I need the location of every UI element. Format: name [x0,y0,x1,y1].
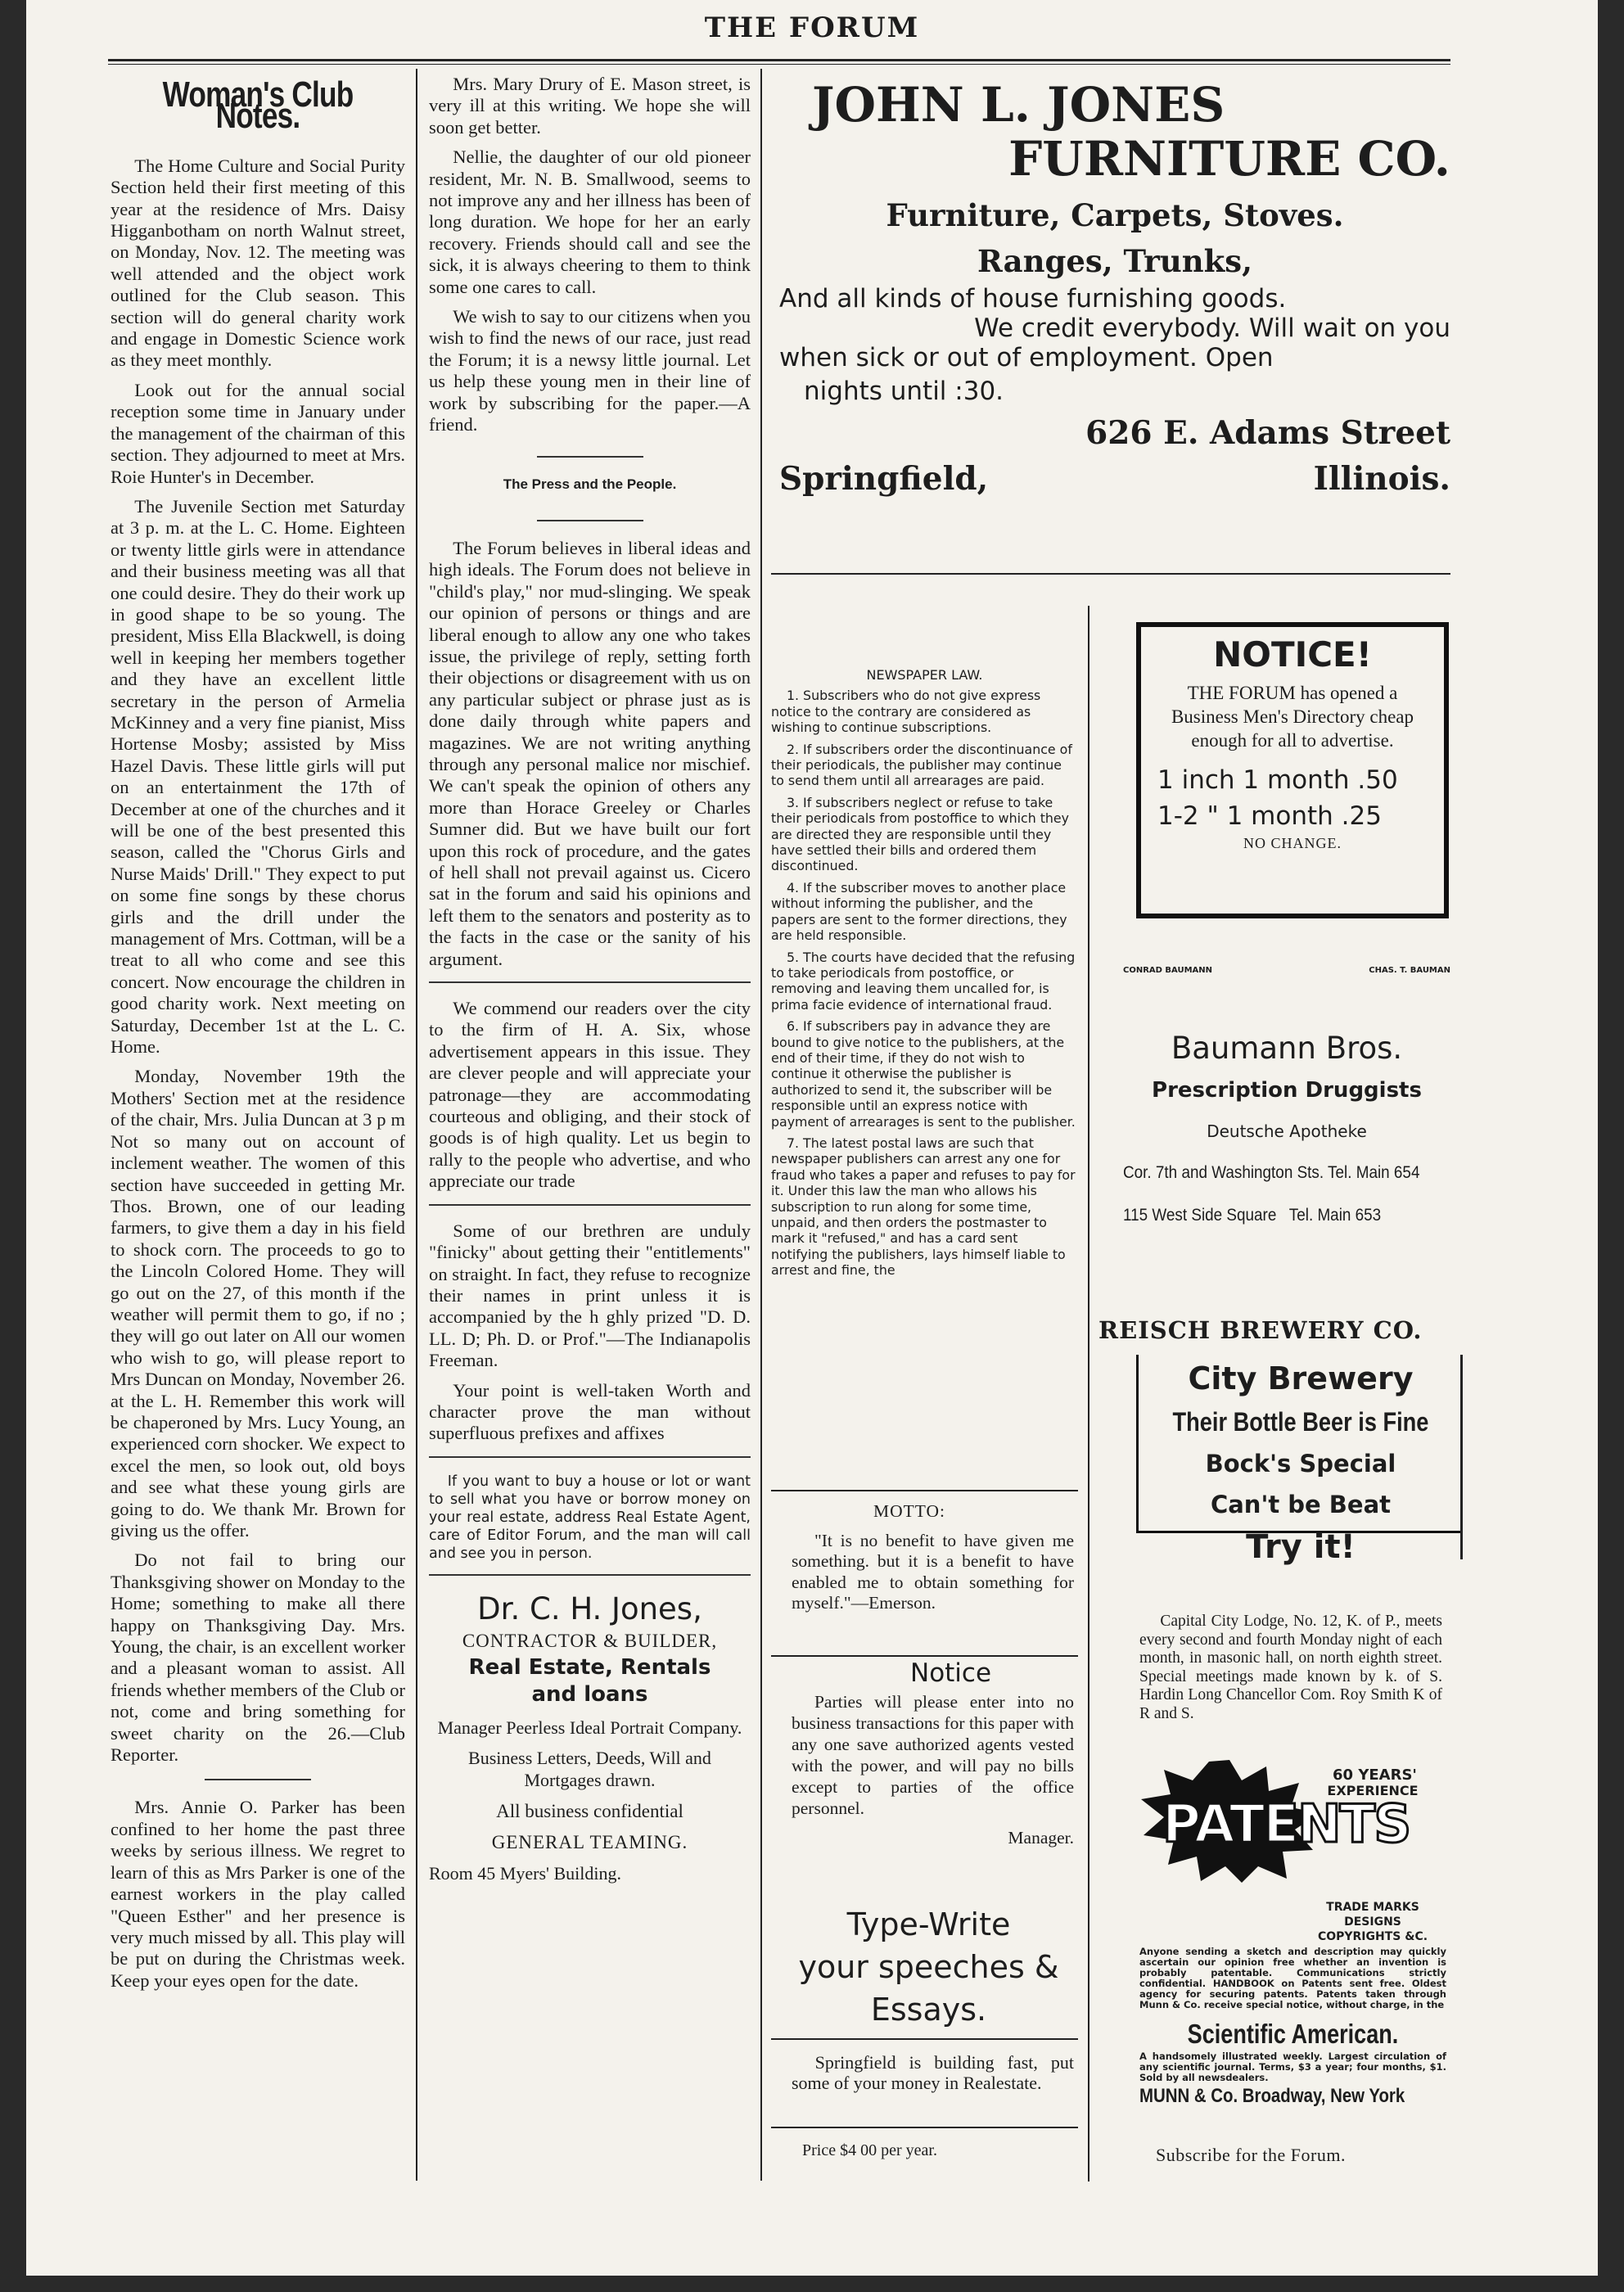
springfield-note [792,2052,1074,2101]
column-rule [416,69,417,2181]
patents-designs: DESIGNS [1344,1915,1401,1929]
notice-box [1136,622,1449,918]
ad-line: CONTRACTOR & BUILDER, [462,1630,718,1651]
lodge-text: Capital City Lodge, No. 12, K. of P., meets every second and fourth Monday night of each month, in masonic hall, on north eighth street. Special meetings made known by k. of S. Hardin Long Chancellor Com. Roy Smith K of R and S. [1139,1613,1442,1722]
article-paragraph: The Juvenile Section met Saturday at 3 p. m. at the L. C. Home. Eighteen or twenty little girls were in attendance and their business meeting was all that one could desire. They do their work up in good shape to be so young. The president, Miss Ella Blackwell, is doing well in keeping her members together and they have an excellent little secretary in the person of Armelia McKinney and a very fine pianist, Miss Hortense Mosby; assisted by Miss Hazel Davis. These little girls will put on an entertainment the 17th of December at one of the churches and it will be one of the best presented this season, called the "Chorus Girls and Nurse Maids' Drill." They expect to put on some fine songs by these chorus girls and the drill under the management of Mrs. Cottman, will be a treat to all who come and see this concert. Now encourage the children in good charity work. Next meeting on Saturday, December 1st at the L. C. Home. [111,495,405,1058]
real-estate-notice: If you want to buy a house or lot or want to sell what you have or borrow money on your real estate, address Real Estate Agent, care of Editor Forum, and the man will call and see you in person. [429,1473,751,1562]
separator [771,2038,1078,2040]
separator [429,1204,751,1206]
rate-line: 1 inch 1 month .50 [1157,765,1398,795]
separator [429,1574,751,1576]
ad-line: City Brewery [1188,1360,1414,1396]
masthead: THE FORUM [704,11,920,44]
law-item: 7. The latest postal laws are such that newspaper publishers can arrest any one for fraud who takes a paper and refuses to pay for it. Under this law the man who allows his subscription to run along for some time, unpaid, and then orders the postmaster to mark it "refused," and has a card sent notifying the publishers, lays himself liable to arrest and fine, the [771,1135,1076,1279]
ad-line: Essays. [870,1992,987,2028]
springfield-text: Springfield is building fast, put some of your money in Realestate. [792,2052,1074,2093]
article-paragraph: Look out for the annual social reception some time in January under the management of the chairman of this section. They adjourned to meet at Mrs. Roie Hunter's in December. [111,379,405,487]
ad-name: Dr. C. H. Jones, [477,1590,702,1627]
ad-line: Their Bottle Beer is Fine [1172,1407,1429,1437]
ad-city: Springfield, [779,460,989,498]
notice-text: THE FORUM has opened a Business Men's Directory cheap enough for all to advertise. [1171,683,1414,751]
ad-line: Try it! [1246,1528,1356,1566]
ad-line: Ranges, Trunks, [977,243,1252,279]
brewery-box [1136,1355,1463,1566]
article-paragraph: Do not fail to bring our Thanksgiving shower on Monday to the Home; something to make all there happy on Thanksgiving Day. Mrs. Young, the chair, is an excellent worker and a pleasant woman to assist. All friends whether members of the Club or not, come and bring something for sweet charity on the 26.—Club Reporter. [111,1550,405,1766]
separator [205,1779,311,1780]
separator [771,1490,1078,1491]
patents-body2: A handsomely illustrated weekly. Largest circulation of any scientific journal. Terms, $3 a year; four months, $1. Sold by all newsdealers. [1139,2051,1446,2083]
section-heading: The Press and the People. [503,476,677,492]
patents-marks: TRADE MARKS [1326,1901,1419,1914]
notice-title: NOTICE! [1213,634,1372,675]
ad-line: Bock's Special [1205,1450,1396,1478]
furniture-ad [779,78,1450,502]
ad-state: Illinois. [1313,460,1450,498]
masthead-rule [108,59,1450,61]
ad-names [1123,966,1450,975]
ad-title: Baumann Bros. [1171,1031,1403,1066]
separator [537,456,643,458]
ad-name-left: CONRAD BAUMANN [1123,966,1213,975]
brewery-title: REISCH BREWERY CO. [1098,1316,1423,1344]
no-change: NO CHANGE. [1243,835,1342,851]
patents-sci: Scientific American. [1187,2019,1399,2049]
law-title: NEWSPAPER LAW. [866,667,983,683]
separator [429,1456,751,1458]
ad-sub: Prescription Druggists [1152,1078,1422,1103]
ad-line: your speeches & [798,1949,1059,1985]
law-item: 4. If the subscriber moves to another place without informing the publisher, and the papers are sent to the former directions, they are held responsible. [771,879,1067,944]
brewery-box-edge [1460,1355,1463,1559]
ad-line: nights until :30. [804,377,1004,406]
separator [771,2127,1078,2128]
article-paragraph: The Forum believes in liberal ideas and high ideals. The Forum does not believe in "child's play," nor mud-slinging. We speak our opinion of persons or things and are liberal enough to allow any one who takes issue, the privilege of reply, setting forth their objections or disagreement with us on any particular subject or phrase just as is done daily through white papers and magazines. We are not writing anything through any personal malice nor mischief. We can't speak the opinion of others any more than Horace Greeley or Charles Sumner did. But we have built our fort upon this rock of procedure, and the gates of hell shall not prevail against us. Cicero sat in the forum and said his opinions and left them to the senators and posterity as to the facts in the case or the sanity of his argument. [429,537,751,969]
article-paragraph: Nellie, the daughter of our old pioneer resident, Mr. N. B. Smallwood, seems to not improve any and her illness has been of long duration. We hope for her an early recovery. Friends should call and see the sick, it is always cheering to them to think some one cares to call. [429,147,751,297]
ad-line: All business confidential [496,1800,683,1821]
ad-title: JOHN L. JONES [812,77,1225,133]
rate-line: 1-2 " 1 month .25 [1157,801,1382,831]
notice-sign: Manager. [1008,1828,1074,1848]
patents-years: 60 YEARS' [1333,1766,1417,1784]
article-paragraph: Mrs. Mary Drury of E. Mason street, is very ill at this writing. We hope she will soon get better. [429,74,751,138]
ad-line: We credit everybody. Will wait on you [974,314,1450,343]
law-item: 1. Subscribers who do not give express notice to the contrary are considered as wishing to continue subscriptions. [771,688,1041,736]
masthead-rule-2 [108,64,1450,65]
notice-text: Parties will please enter into no business transactions for this paper with any one save authorized agents vested with the power, and will pay no bills except to parties of the office personnel. [792,1692,1074,1818]
column-rule [1088,606,1089,2181]
law-item: 6. If subscribers pay in advance they are bound to give notice to the publishers, at the end of their time, if they do not wish to continue it otherwise the publisher is authorized to send it, the subscriber will be responsible until an express notice with payment of arrearages is sent to the publisher. [771,1018,1076,1130]
ad-address: Cor. 7th and Washington Sts. Tel. Main 654 [1123,1163,1420,1182]
office-notice [792,1655,1074,1848]
ad-line: Can't be Beat [1210,1491,1392,1518]
ad-title: FURNITURE CO. [1008,131,1450,187]
article-paragraph: Some of our brethren are unduly "finicky" about getting their "entitlements" on straight. In fact, they refuse to recognize their names in print unless it is accompanied by the h ghly prized "D. D. LL. D; Ph. D. or Prof."—The Indianapolis Freeman. [429,1220,751,1371]
patents-word: PATENTS [1162,1794,1410,1855]
separator [537,520,643,521]
ad-german: Deutsche Apotheke [1207,1121,1367,1141]
motto-label: MOTTO: [873,1501,946,1521]
article-paragraph: We wish to say to our citizens when you wish to find the news of our race, just read the Forum; it is a newsy little journal. Let us help these young men in their line of work by subscribing for the paper.—A friend. [429,306,751,435]
law-item: 2. If subscribers order the discontinuance of their periodicals, the publisher may continue to send them until all arrearages are paid. [771,741,1072,789]
ad-city-line [779,456,1450,502]
ad-line: Manager Peerless Ideal Portrait Company. [437,1717,742,1738]
newspaper-page [26,0,1598,2276]
ad-line: Type-Write [846,1906,1011,1942]
baumann-ad [1123,966,1450,1237]
lodge-notice [1139,1613,1442,1731]
notice-title: Notice [910,1658,992,1688]
article-paragraph: Mrs. Annie O. Parker has been confined to her home the past three weeks by serious illness. We regret to learn of this as Mrs Parker is one of the earnest workers in the play called "Queen Esther" and her presence is very much missed by all. This play will be put on during the Christmas week. Keep your eyes open for the date. [111,1797,405,1991]
law-item: 3. If subscribers neglect or refuse to take their periodicals from postoffice to which they are directed they are responsible until they have settled their bills and ordered them discontinued. [771,794,1069,874]
article-paragraph: Your point is well-taken Worth and character prove the man without superfluous prefixes and affixes [429,1379,751,1444]
separator [429,981,751,983]
article-paragraph: The Home Culture and Social Purity Section held their first meeting of this year at the residence of Mrs. Daisy Higganbotham on north Walnut street, on Monday, Nov. 12. The meeting was well attended and the object work outlined for the Club season. This section will do general charity work and engage in Domestic Science work as they meet monthly. [111,155,405,371]
motto [792,1498,1074,1622]
separator [771,573,1450,575]
ad-line: Furniture, Carpets, Stoves. [886,197,1344,233]
article-paragraph: Monday, November 19th the Mothers' Section met at the residence of the chair, Mrs. Julia Duncan at 3 p m Not so many out on account of inclement weather. The women of this section have succeeded in getting Mr. Thos. Brown, one of our leading farmers, to give them a day in his field to shock corn. The proceeds to go to the Lincoln Colored Home. They will go out on the 27, of this month if the weather will permit them to go, if no ; they will go out later on All our women who wish to go, will please report to Mrs Duncan on Monday, November 26. at the L. H. Remember this work will be chaperoned by Mrs. Lucy Young, an experienced corn shocker. We expect to excel the men, so look out, old boys and see what these young girls are going to do. We thank Mr. Brown for giving us the offer. [111,1066,405,1541]
column-rule [760,69,762,2181]
ad-line: Room 45 Myers' Building. [429,1862,621,1884]
patents-munn: MUNN & Co. Broadway, New York [1139,2085,1405,2107]
ad-line: And all kinds of house furnishing goods. [779,284,1287,314]
motto-text: "It is no benefit to have given me something. but it is a benefit to have enabled me to obtain something for myself."—Emerson. [792,1530,1074,1613]
ad-line: Business Letters, Deeds, Will and Mortgages drawn. [468,1747,711,1790]
ad-address: 626 E. Adams Street [1085,414,1450,452]
ad-line: Real Estate, Rentals [468,1654,711,1680]
section-heading: Woman's Club Notes. [162,74,354,137]
newspaper-law [771,667,1078,1284]
ad-address: 115 West Side Square Tel. Main 653 [1123,1206,1382,1225]
jones-builder-ad [429,1590,751,1886]
price-line: Price $4 00 per year. [802,2141,937,2159]
ad-line: GENERAL TEAMING. [491,1831,688,1852]
patents-body: Anyone sending a sketch and description may quickly ascertain our opinion free whether an invention is probably patentable. Communications strictly confidential. HANDBOOK on Patents sent free. Oldest agency for securing patents. Patents taken through Munn & Co. receive special notice, without charge, in the [1139,1946,1446,2010]
patents-exp: EXPERIENCE [1327,1783,1419,1798]
ad-name-right: CHAS. T. BAUMAN [1369,966,1450,975]
law-item: 5. The courts have decided that the refusing to take periodicals from postoffice, or removing and leaving them uncalled for, is prima facie evidence of international fraud. [771,949,1076,1013]
patents-copyrights: COPYRIGHTS &C. [1317,1930,1428,1943]
ad-line: and loans [531,1681,648,1707]
ad-line: when sick or out of employment. Open [779,343,1274,372]
column-1 [111,74,405,2000]
column-2 [429,74,751,1886]
typewrite-ad [771,1903,1086,2031]
subscribe-line: Subscribe for the Forum. [1156,2145,1346,2165]
article-paragraph: We commend our readers over the city to the firm of H. A. Six, whose advertisement appears in this issue. They are clever people and will appreciate your patronage—they are accommodating courteous and obliging, and their stock of goods is of high quality. Let us begin to rally to the people who advertise, and who appreciate our trade [429,998,751,1192]
